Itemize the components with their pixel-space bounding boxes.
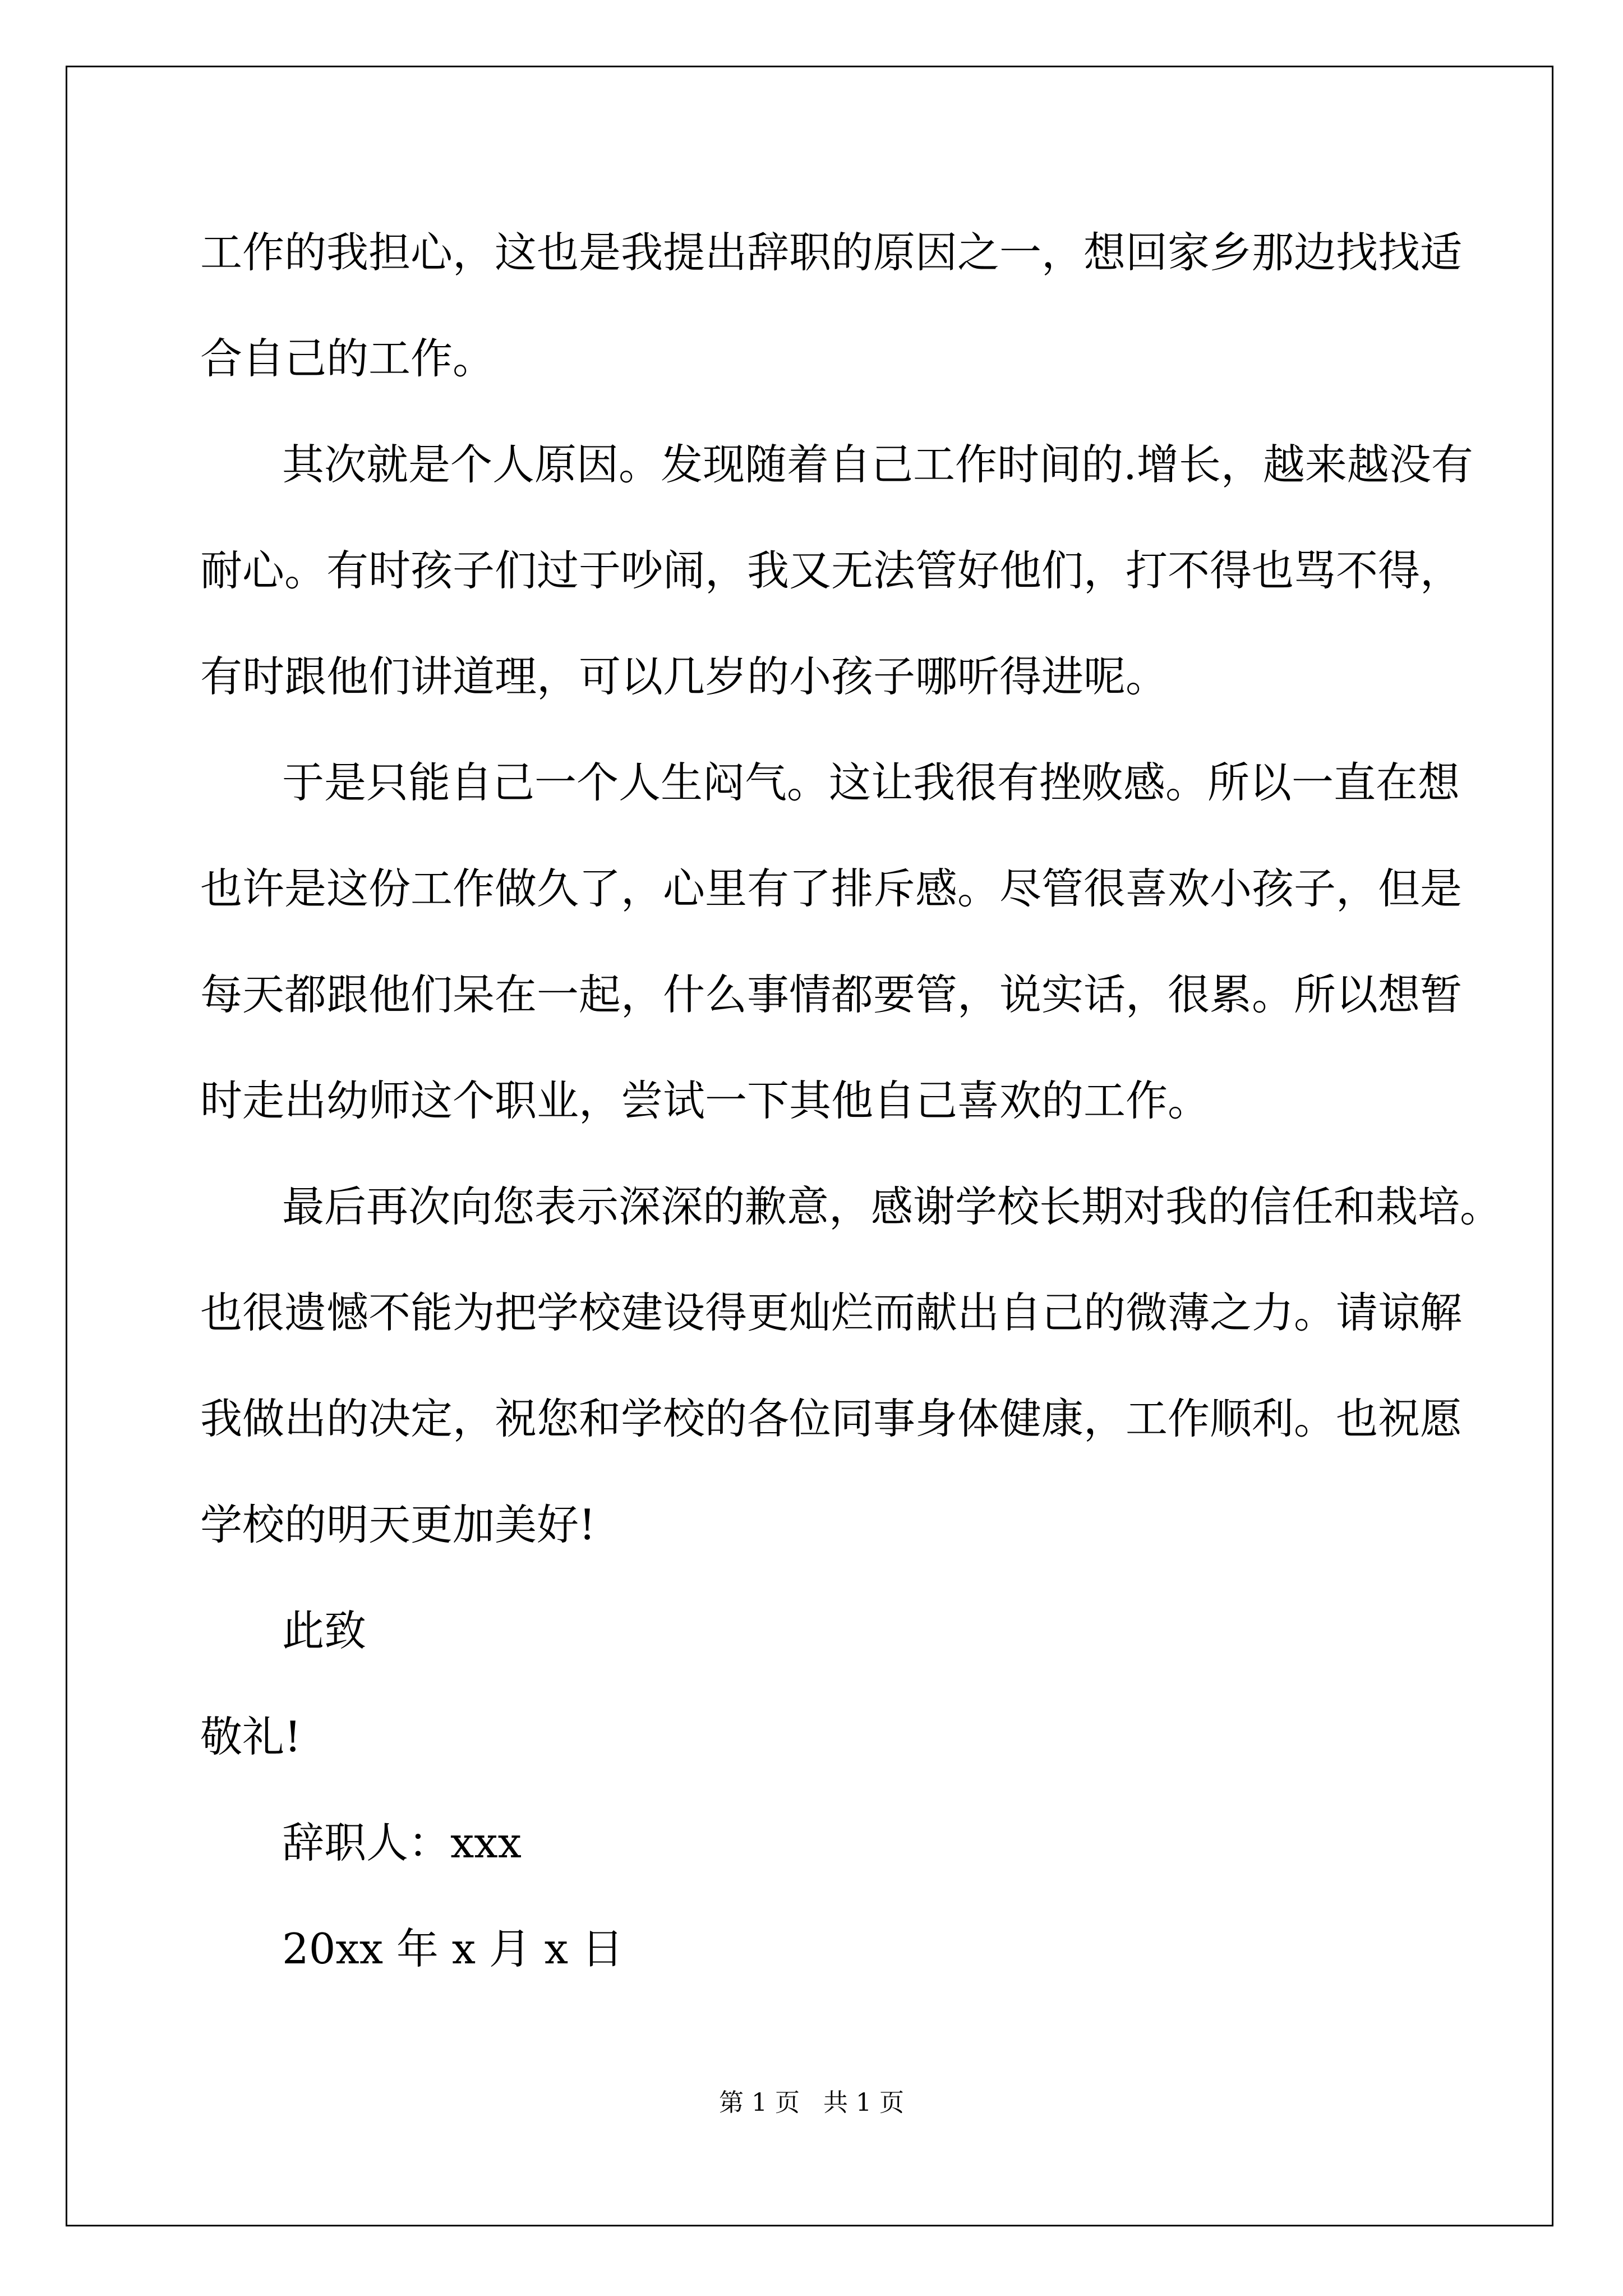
closing-salutation: 此致 [282, 1606, 367, 1655]
paragraph-start: 于是只能自己一个人生闷气。这让我很有挫败感。所以一直在想 [282, 758, 1460, 807]
date-line: 20xx 年 x 月 x 日 [282, 1924, 624, 1973]
body-line: 合自己的工作。 [200, 334, 495, 383]
body-line: 我做出的决定，祝您和学校的各位同事身体健康，工作顺利。也祝愿 [200, 1394, 1463, 1443]
body-line: 有时跟他们讲道理，可以几岁的小孩子哪听得进呢。 [200, 652, 1168, 701]
body-line: 耐心。有时孩子们过于吵闹，我又无法管好他们，打不得也骂不得， [200, 546, 1463, 595]
signature-line: 辞职人：xxx [282, 1818, 522, 1867]
body-line: 时走出幼师这个职业，尝试一下其他自己喜欢的工作。 [200, 1076, 1210, 1125]
body-line: 也许是这份工作做久了，心里有了排斥感。尽管很喜欢小孩子，但是 [200, 864, 1463, 913]
paragraph-start: 其次就是个人原因。发现随着自己工作时间的.增长，越来越没有 [282, 440, 1473, 489]
body-line: 也很遗憾不能为把学校建设得更灿烂而献出自己的微薄之力。请谅解 [200, 1288, 1463, 1337]
paragraph-start: 最后再次向您表示深深的歉意，感谢学校长期对我的信任和栽培。 [282, 1182, 1502, 1231]
closing-respect: 敬礼! [200, 1712, 302, 1761]
body-line: 工作的我担心，这也是我提出辞职的原因之一，想回家乡那边找找适 [200, 228, 1463, 277]
body-line: 学校的明天更加美好! [200, 1500, 596, 1549]
page-number: 第 1 页 共 1 页 [719, 2088, 904, 2117]
page-border [66, 66, 1553, 2226]
body-line: 每天都跟他们呆在一起，什么事情都要管，说实话，很累。所以想暂 [200, 970, 1463, 1019]
